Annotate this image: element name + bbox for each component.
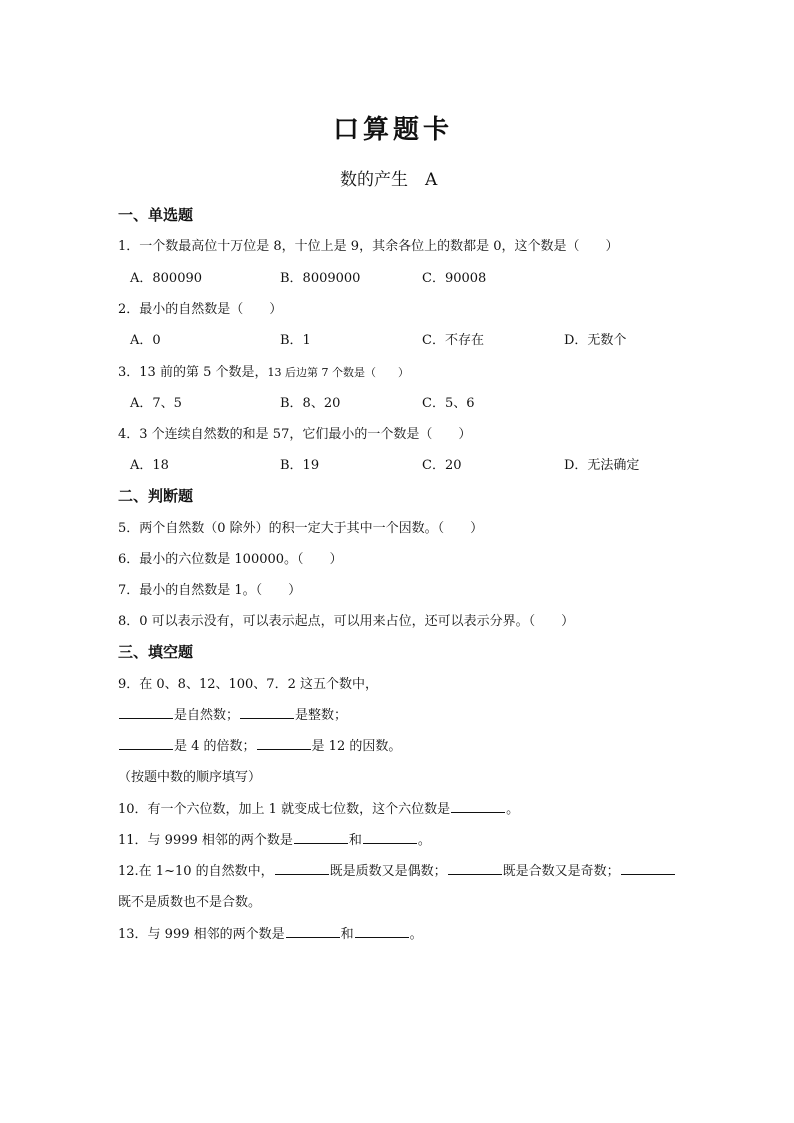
question-5: 5．两个自然数（0 除外）的积一定大于其中一个因数。（ ） [118,521,484,536]
q13-text: 13．与 999 相邻的两个数是 [118,927,285,942]
question-4: 4．3 个连续自然数的和是 57，它们最小的一个数是（ ） [118,427,472,442]
q2-option-c: C．不存在 [422,333,484,348]
answer-blank[interactable] [119,717,173,719]
q2-option-b: B．1 [280,333,311,348]
q9-integer-label: 是整数； [295,708,348,723]
q10-text: 10．有一个六位数，加上 1 就变成七位数，这个六位数是 [118,802,451,817]
answer-blank[interactable] [257,748,311,750]
section-heading-true-false: 二、判断题 [118,487,194,505]
question-3 [118,366,409,379]
q13-end: 。 [409,927,423,942]
question-3-main-text: 3．13 前的第 5 个数是， [118,365,268,380]
q3-option-b: B．8、20 [280,396,341,411]
answer-blank[interactable] [451,811,505,813]
q12-composite-odd-label: 既是合数又是奇数； [502,864,620,879]
q4-option-b: B．19 [280,458,320,473]
q9-factor-label: 是 12 的因数。 [311,739,402,754]
q3-option-a: A．7、5 [130,396,182,411]
question-12-line-2: 既不是质数也不是合数。 [118,895,262,910]
question-7: 7．最小的自然数是 1。（ ） [118,583,302,598]
answer-blank[interactable] [363,842,417,844]
q11-text: 11．与 9999 相邻的两个数是 [118,833,293,848]
section-heading-single-choice: 一、单选题 [118,206,194,224]
section-heading-fill-blank: 三、填空题 [118,643,194,661]
question-9-line-3 [118,740,401,753]
question-12 [118,865,676,878]
answer-blank[interactable] [448,873,502,875]
answer-blank[interactable] [119,748,173,750]
q4-option-a: A．18 [130,458,169,473]
question-2: 2．最小的自然数是（ ） [118,302,283,317]
question-10 [118,803,519,816]
question-11 [118,834,431,847]
question-9: 9．在 0、8、12、100、7．2 这五个数中， [118,677,378,692]
q12-prime-even-label: 既是质数又是偶数； [329,864,447,879]
q1-option-b: B．8009000 [280,271,361,286]
q1-option-a: A．800090 [130,271,203,286]
q11-end: 。 [417,833,431,848]
question-8: 8．0 可以表示没有，可以表示起点，可以用来占位，还可以表示分界。（ ） [118,614,575,629]
answer-blank[interactable] [275,873,329,875]
question-6: 6．最小的六位数是 100000。（ ） [118,552,343,567]
answer-blank[interactable] [355,936,409,938]
q12-text: 12.在 1~10 的自然数中， [118,864,274,879]
q13-and: 和 [340,927,354,942]
answer-blank[interactable] [621,873,675,875]
q9-natural-label: 是自然数； [174,708,240,723]
question-13 [118,928,423,941]
q3-option-c: C．5、6 [422,396,475,411]
q2-option-a: A．0 [130,333,161,348]
answer-blank[interactable] [294,842,348,844]
page-title: 口算题卡 [333,115,454,145]
question-3-small-text: 13 后边第 7 个数是（ ） [267,366,409,379]
question-9-note: （按题中数的顺序填写） [118,770,262,785]
q9-multiple-label: 是 4 的倍数； [174,739,256,754]
q4-option-c: C．20 [422,458,462,473]
q11-and: 和 [348,833,362,848]
page-subtitle: 数的产生 A [340,170,438,190]
q2-option-d: D．无数个 [564,333,627,348]
q4-option-d: D．无法确定 [564,458,640,473]
q1-option-c: C．90008 [422,271,487,286]
question-1: 1．一个数最高位十万位是 8，十位上是 9，其余各位上的数都是 0，这个数是（ ） [118,239,619,254]
question-9-line-2 [118,709,347,722]
answer-blank[interactable] [240,717,294,719]
answer-blank[interactable] [286,936,340,938]
q10-end: 。 [506,802,520,817]
